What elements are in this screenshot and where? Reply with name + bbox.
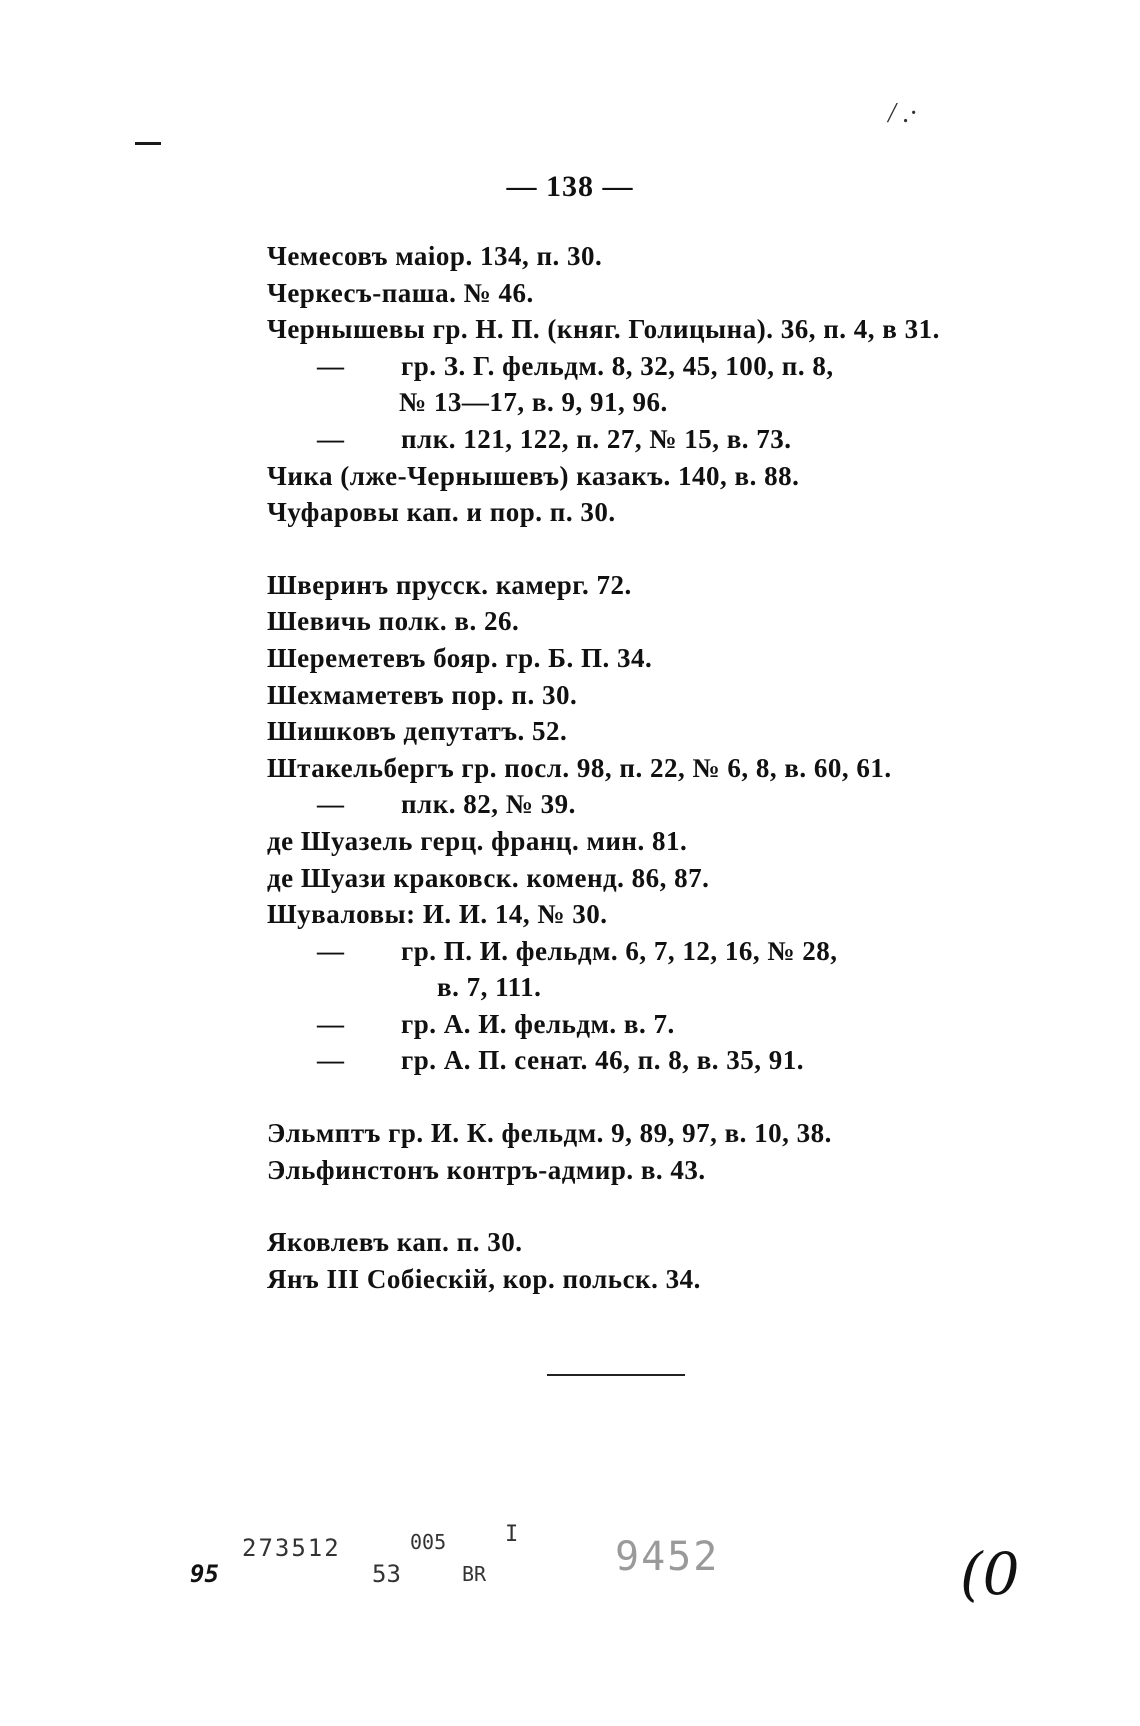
entry-text: гр. З. Г. фельдм. 8, 32, 45, 100, п. 8, [401,350,834,381]
entry-text: Эльмптъ гр. И. К. фельдм. 9, 89, 97, в. 10, 38. [267,1118,832,1149]
index-entry [267,677,1027,714]
index-entry [267,311,1027,348]
entry-text: Шереметевъ бояр. гр. Б. П. 34. [267,642,653,673]
library-stamps [0,1500,1140,1620]
entry-text: де Шуазель герц. франц. мин. 81. [267,825,688,856]
stamp-code-d: I [505,1522,519,1547]
page-number: — 138 — [506,170,634,203]
index-entry [267,860,1027,897]
index-entry [267,567,1027,604]
index-entry [267,786,1027,823]
index-entry [267,823,1027,860]
entry-text: гр. А. П. сенат. 46, п. 8, в. 35, 91. [401,1045,805,1076]
entry-text: № 13—17, в. 9, 91, 96. [399,387,668,418]
stamp-code-a: 53 [372,1560,401,1588]
entry-text: Эльфинстонъ контръ-адмир. в. 43. [267,1154,706,1185]
entry-text: де Шуази краковск. коменд. 86, 87. [267,862,710,893]
index-entry [267,275,1027,312]
margin-dash-mark [135,142,161,145]
index-entry [267,494,1027,531]
entry-text: плк. 82, № 39. [401,789,576,820]
index-entry [267,238,1027,275]
entry-text: Чуфаровы кап. и пор. п. 30. [267,497,616,528]
index-entry [267,933,1027,970]
entry-text: Черкесъ-паша. № 46. [267,277,534,308]
repeat-dash: — [317,789,345,820]
repeat-dash: — [317,1008,345,1039]
handwritten-mark: (0 [960,1540,1020,1608]
entry-text: плк. 121, 122, п. 27, № 15, в. 73. [401,423,792,454]
entry-text: Яковлевъ кап. п. 30. [267,1227,523,1258]
entry-text: Шишковъ депутатъ. 52. [267,716,568,747]
entry-text: Янъ III Собіескій, кор. польск. 34. [267,1263,701,1294]
index-entry [267,1261,1027,1298]
entry-text: Чернышевы гр. Н. П. (княг. Голицына). 36, п. 4, в 31. [267,314,940,345]
stamp-code-c: BR [462,1562,487,1586]
index-entry [267,640,1027,677]
index-entries [267,238,1027,1297]
index-entry [267,750,1027,787]
index-entry [267,1042,1027,1079]
entry-text: гр. А. И. фельдм. в. 7. [401,1008,675,1039]
stamp-number-left: 95 [190,1560,219,1588]
index-entry [267,896,1027,933]
index-entry [267,1224,1027,1261]
entry-text: Чемесовъ маіор. 134, п. 30. [267,241,603,271]
end-rule [547,1374,685,1376]
stamp-code-b: 005 [410,1530,447,1554]
section-gap [267,1079,1027,1115]
entry-text: Шехмаметевъ пор. п. 30. [267,679,578,710]
repeat-dash: — [317,423,345,454]
index-entry [267,603,1027,640]
index-entry [267,969,1027,1006]
index-entry [267,1152,1027,1189]
repeat-dash: — [317,1045,345,1076]
entry-text: гр. П. И. фельдм. 6, 7, 12, 16, № 28, [401,935,838,966]
entry-text: Чика (лже-Чернышевъ) казакъ. 140, в. 88. [267,460,800,491]
section-gap [267,531,1027,567]
index-entry [267,713,1027,750]
repeat-dash: — [317,935,345,966]
stamp-faded-number: 9452 [615,1534,720,1580]
entry-text: Шверинъ прусск. камерг. 72. [267,569,632,600]
corner-mark: / .· [888,98,917,129]
section-gap [267,1188,1027,1224]
index-entry [267,1006,1027,1043]
entry-text: Шевичь полк. в. 26. [267,606,520,637]
stamp-shelfmark: 273512 [242,1534,341,1562]
repeat-dash: — [317,350,345,381]
entry-text: Шуваловы: И. И. 14, № 30. [267,899,608,930]
entry-text: в. 7, 111. [437,972,542,1003]
index-entry [267,458,1027,495]
index-entry [267,348,1027,385]
index-entry [267,384,1027,421]
entry-text: Штакельбергъ гр. посл. 98, п. 22, № 6, 8, в. 60, 61. [267,752,892,783]
index-entry [267,1115,1027,1152]
index-entry [267,421,1027,458]
